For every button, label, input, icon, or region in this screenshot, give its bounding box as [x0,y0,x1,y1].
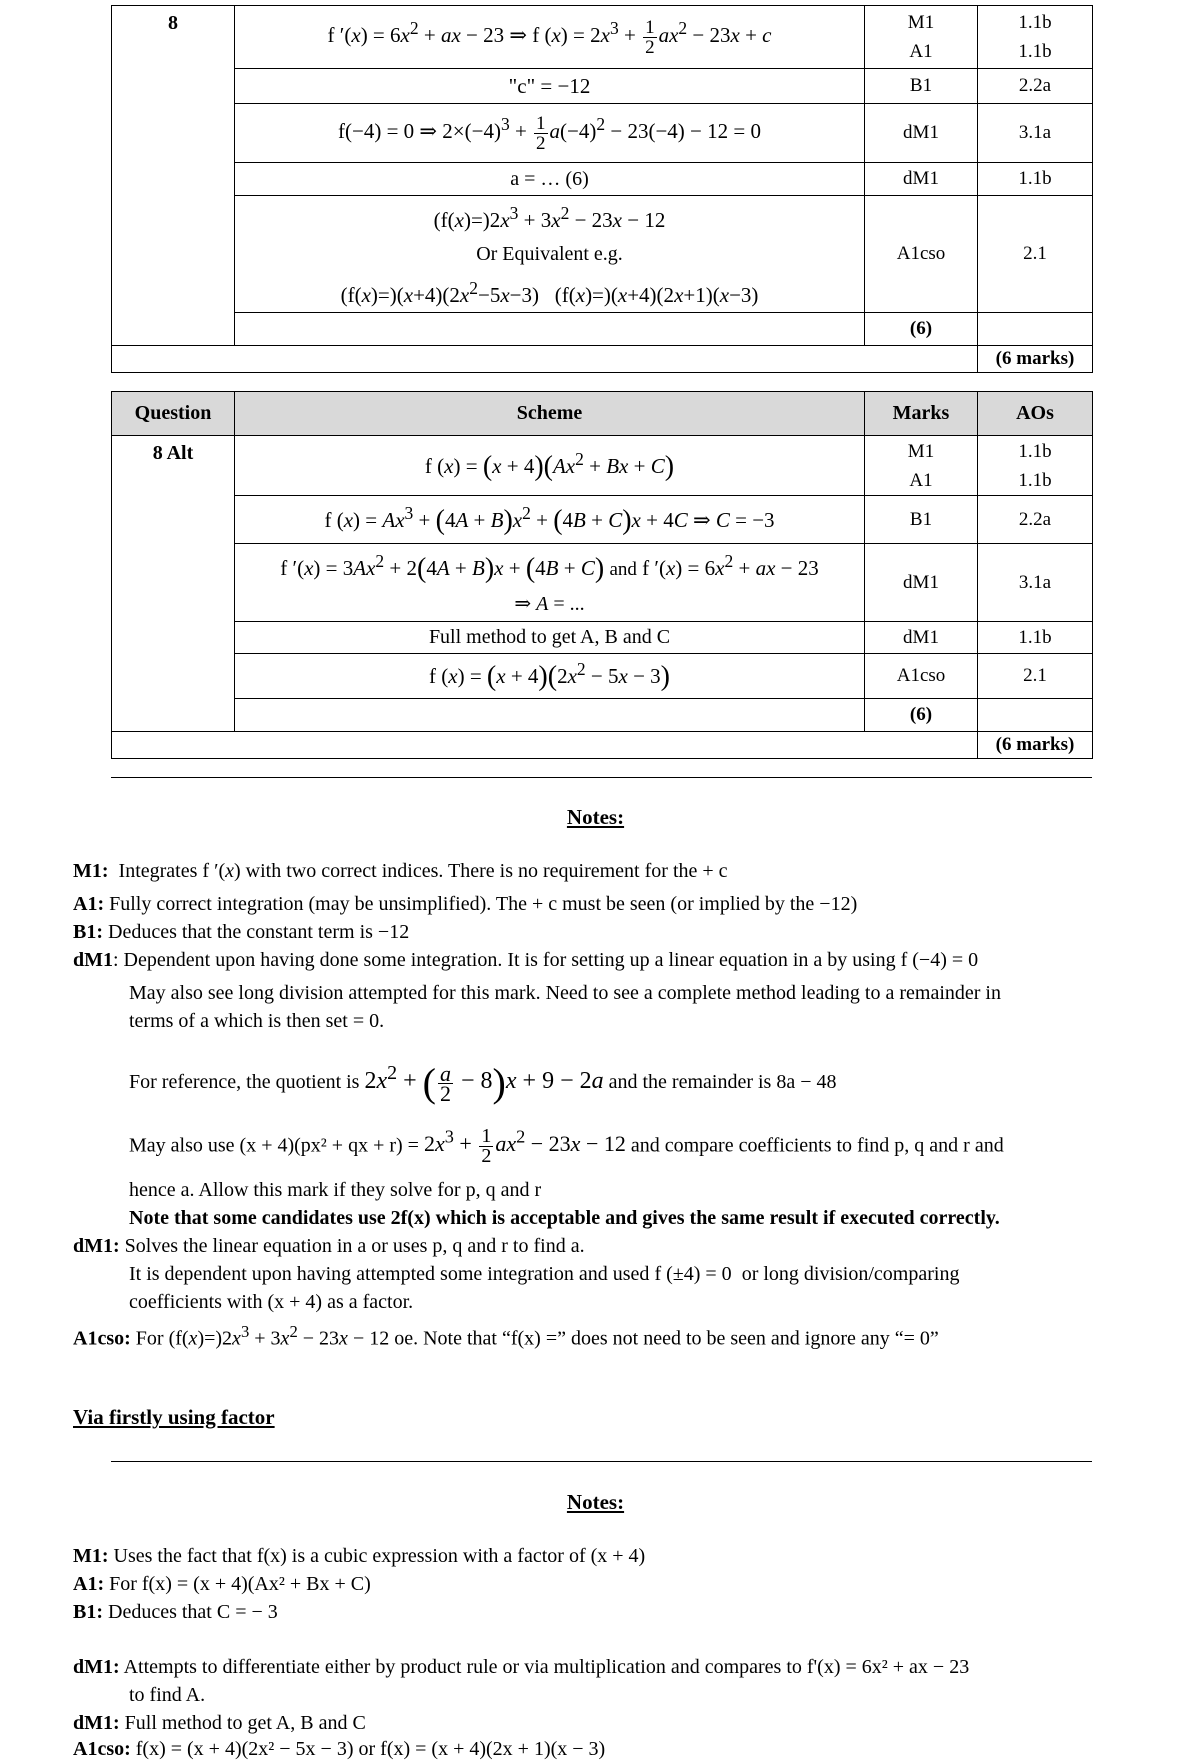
table-row [112,313,1093,346]
scheme-factor-equation: f(−4) = 0 ⇒ $2\times(-4)^3$ + $\frac{1}{2}$ $a(-4)^2 - 23(-4) - 12 = 0$ [235,104,865,163]
note-b1-alt: B1: Deduces that C = − 3 [73,1601,278,1623]
marks-cell: dM1 [865,622,978,654]
scheme-factor-form: f $(x) = (x + 4)(Ax^2 + Bx + C)$ [235,436,865,496]
table-row [112,196,1093,313]
question-number: 8 Alt [112,436,235,732]
table-row [112,654,1093,699]
note-dm1-second-line2: It is dependent upon having attempted some integration and used f (±4) = 0 or long division/comparing [129,1263,960,1285]
marks-cell: B1 [865,69,978,104]
aos-cell: 2.2a [978,69,1093,104]
marks-cell: A1cso [865,196,978,313]
mark-scheme-table-q8 [111,5,1093,373]
table-row [112,699,1093,732]
aos-cell: 1.1b [978,163,1093,196]
total-marks: (6 marks) [978,732,1093,759]
table-row [112,69,1093,104]
aos-cell: 1.1b 1.1b [978,6,1093,69]
table-row [112,346,1093,373]
note-dm1-coefficients: May also use (x + 4)(px² + qx + $r) = 2x^3$ + $\frac{1}{2}$ $ax^2 - 23x - 12$ and compare coefficients to find p, q and r and [129,1124,1004,1167]
scheme-expansion: f $(x) = Ax^3 + (4A + B)x^2 + (4B + C)x + 4C$ ⇒ C = −3 [235,496,865,544]
marks-cell: dM1 [865,163,978,196]
aos-cell: 1.1b 1.1b [978,436,1093,496]
table-row [112,622,1093,654]
note-b1: B1: Deduces that the constant term is −12 [73,921,410,943]
note-dm1-alt-second: dM1: Full method to get A, B and C [73,1712,366,1734]
header-scheme: Scheme [235,392,865,436]
note-dm1-reference: For reference, the quotient is $2x^2$ + ( $\frac{a}{2}$ − 8)x + 9 − 2a and the remainder is 8a − 48 [129,1060,837,1106]
header-question: Question [112,392,235,436]
note-dm1-alt-line2: to find A. [129,1684,206,1706]
table-header-row [112,392,1093,436]
note-a1: A1: Fully correct integration (may be unsimplified). The + c must be seen (or implied by the −12) [73,893,858,915]
scheme-derivative: f $'(x) = 3Ax^2 + 2(4A + B)x + (4B + C)$ and f $'(x) = 6x^2$ + ax − 23 ⇒ A = ... [235,544,865,622]
note-m1-alt: M1: Uses the fact that f(x) is a cubic expression with a factor of (x + 4) [73,1545,646,1567]
scheme-final-f: $(f(x)=)2x^3 + 3x^2 - 23x - 12$ Or Equivalent e.g. $(f(x)=)(x+4)(2x^2-5x-3)$ (f(x)=)(x+4)(2x+1)(x−3) [235,196,865,313]
note-dm1-hence: hence a. Allow this mark if they solve for p, q and r [129,1179,542,1201]
note-a1-alt: A1: For f(x) = (x + 4)(Ax² + Bx + C) [73,1573,371,1595]
table-row [112,163,1093,196]
marks-cell: dM1 [865,104,978,163]
scheme-integration: f $'(x) = 6x^2$ + ax − 23 ⇒ f $(x) = 2x^3$ + $\frac{1}{2}$ $ax^2 - 23x + c$ [235,6,865,69]
scheme-final-factorised: f $(x) = (x + 4)(2x^2 - 5x - 3)$ [235,654,865,699]
note-a1cso: A1cso: For $(f(x)=)2x^3 + 3x^2 - 23x - 12$ oe. Note that “f(x) =” does not need to be seen and ignore any “= 0” [73,1322,939,1350]
table-row [112,6,1093,69]
header-aos: AOs [978,392,1093,436]
total-marks: (6 marks) [978,346,1093,373]
table-row [112,104,1093,163]
divider [111,777,1092,778]
note-dm1-bold: Note that some candidates use 2f(x) which is acceptable and gives the same result if executed correctly. [129,1207,1000,1229]
question-number: 8 [112,6,235,346]
marks-cell: M1 A1 [865,436,978,496]
aos-cell: 2.1 [978,654,1093,699]
scheme-constant: "c" = −12 [235,69,865,104]
note-dm1-line2: May also see long division attempted for this mark. Need to see a complete method leading to a remainder in [129,982,1001,1004]
note-a1cso-alt: A1cso: f(x) = (x + 4)(2x² − 5x − 3) or f(x) = (x + 4)(2x + 1)(x − 3) [73,1738,606,1760]
aos-cell: 3.1a [978,104,1093,163]
marks-cell: A1cso [865,654,978,699]
note-dm1-first: dM1: Dependent upon having done some integration. It is for setting up a linear equation in a by using f (−4) = 0 [73,949,979,971]
scheme-a-value: a = … (6) [235,163,865,196]
note-dm1-second-line3: coefficients with (x + 4) as a factor. [129,1291,414,1313]
aos-cell: 1.1b [978,622,1093,654]
mark-scheme-table-q8-alt [111,391,1093,759]
note-dm1-second: dM1: Solves the linear equation in a or uses p, q and r to find a. [73,1235,585,1257]
divider [111,1461,1092,1462]
header-marks: Marks [865,392,978,436]
scheme-full-method: Full method to get A, B and C [235,622,865,654]
section-heading: Via firstly using factor [73,1405,275,1429]
marks-total: (6) [865,313,978,346]
aos-cell: 3.1a [978,544,1093,622]
table-row [112,496,1093,544]
note-dm1-line3: terms of a which is then set = 0. [129,1010,385,1032]
aos-cell: 2.2a [978,496,1093,544]
table-row [112,732,1093,759]
notes-title: Notes: [566,805,625,829]
marks-cell: dM1 [865,544,978,622]
marks-total: (6) [865,699,978,732]
marks-cell: B1 [865,496,978,544]
aos-cell: 2.1 [978,196,1093,313]
note-m1: M1: Integrates f ′(x) with two correct indices. There is no requirement for the + c [73,860,728,882]
table-row [112,544,1093,622]
marks-cell: M1 A1 [865,6,978,69]
notes-title: Notes: [566,1490,625,1514]
table-row [112,436,1093,496]
note-dm1-alt-first: dM1: Attempts to differentiate either by product rule or via multiplication and compares to f'(x) = 6x² + ax − 23 [73,1656,970,1678]
